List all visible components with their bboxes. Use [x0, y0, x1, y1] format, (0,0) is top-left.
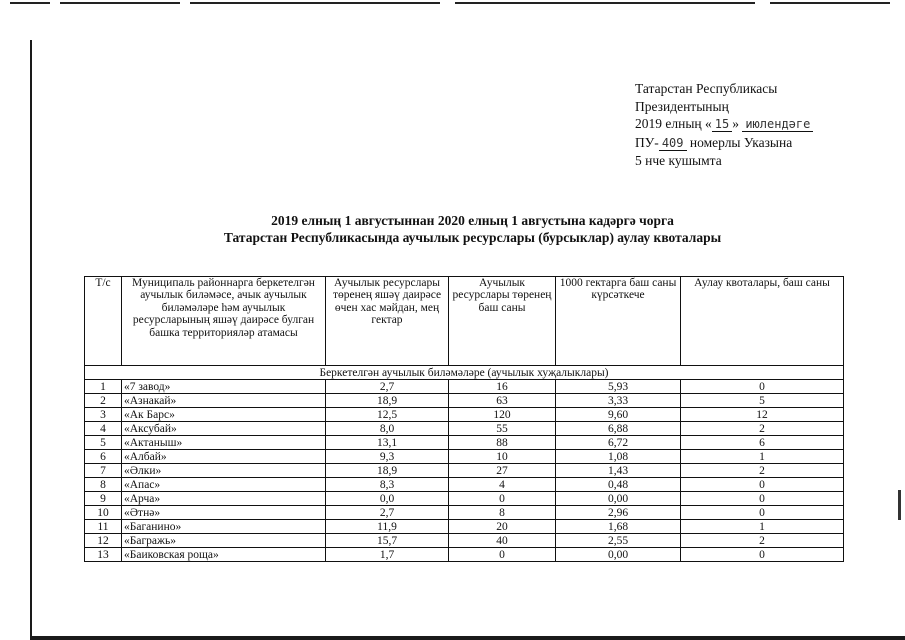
decree-prefix: ПУ-: [635, 134, 659, 150]
cell-quota: 2: [681, 534, 844, 548]
cell-density: 2,55: [556, 534, 681, 548]
cell-territory: «Әлки»: [122, 464, 326, 478]
table-row: [85, 464, 844, 478]
table-row: [85, 408, 844, 422]
cell-count: 20: [449, 520, 556, 534]
cell-territory: «Әтнә»: [122, 506, 326, 520]
annex-line-president: Президентының: [635, 98, 729, 114]
cell-density: 0,48: [556, 478, 681, 492]
decree-number: 409: [659, 136, 687, 151]
cell-area: 2,7: [326, 380, 449, 394]
header-count: Аучылык ресурслары төренең баш саны: [449, 277, 556, 366]
cell-index: 8: [85, 478, 122, 492]
cell-index: 11: [85, 520, 122, 534]
cell-area: 1,7: [326, 548, 449, 562]
cell-quota: 2: [681, 422, 844, 436]
table-row: [85, 478, 844, 492]
cell-count: 10: [449, 450, 556, 464]
cell-territory: «Актаныш»: [122, 436, 326, 450]
table-row: [85, 492, 844, 506]
cell-area: 15,7: [326, 534, 449, 548]
document-title: [0, 212, 905, 246]
quota-table: [84, 276, 844, 562]
section-label: Беркетелгән аучылык биләмәләре (аучылык хуҗалыклары): [85, 366, 844, 380]
cell-count: 0: [449, 548, 556, 562]
table-row: [85, 520, 844, 534]
annex-line-decree: [635, 134, 813, 153]
table-row: [85, 422, 844, 436]
cell-quota: 12: [681, 408, 844, 422]
header-index: Т/с: [85, 277, 122, 366]
cell-quota: 0: [681, 506, 844, 520]
cell-index: 12: [85, 534, 122, 548]
table-row: [85, 506, 844, 520]
cell-territory: «Баганино»: [122, 520, 326, 534]
scan-top-edge: [0, 0, 905, 5]
cell-territory: «Ак Барс»: [122, 408, 326, 422]
cell-area: 18,9: [326, 394, 449, 408]
scan-mark: [190, 2, 440, 4]
cell-area: 8,0: [326, 422, 449, 436]
header-density: 1000 гектарга баш саны күрсәткече: [556, 277, 681, 366]
cell-area: 12,5: [326, 408, 449, 422]
title-line-1: 2019 елның 1 августыннан 2020 елның 1 августына кадәргә чорга: [271, 213, 674, 228]
header-quota: Аулау квоталары, баш саны: [681, 277, 844, 366]
table-row: [85, 450, 844, 464]
annex-line-republic: Татарстан Республикасы: [635, 81, 778, 96]
cell-area: 18,9: [326, 464, 449, 478]
cell-territory: «Апас»: [122, 478, 326, 492]
cell-density: 6,72: [556, 436, 681, 450]
cell-count: 8: [449, 506, 556, 520]
cell-index: 7: [85, 464, 122, 478]
cell-area: 0,0: [326, 492, 449, 506]
cell-area: 9,3: [326, 450, 449, 464]
cell-quota: 1: [681, 520, 844, 534]
date-prefix: 2019 елның «: [635, 116, 712, 131]
scan-right-mark: [898, 490, 901, 520]
table-row: [85, 380, 844, 394]
cell-density: 2,96: [556, 506, 681, 520]
cell-density: 1,43: [556, 464, 681, 478]
cell-index: 3: [85, 408, 122, 422]
cell-density: 1,08: [556, 450, 681, 464]
table-header-row: [85, 277, 844, 366]
scan-mark: [10, 2, 50, 4]
cell-density: 0,00: [556, 492, 681, 506]
cell-count: 55: [449, 422, 556, 436]
scan-mark: [455, 2, 755, 4]
scan-mark: [770, 2, 890, 4]
section-row: [85, 366, 844, 380]
cell-index: 6: [85, 450, 122, 464]
cell-quota: 0: [681, 548, 844, 562]
cell-count: 63: [449, 394, 556, 408]
table-row: [85, 534, 844, 548]
cell-density: 1,68: [556, 520, 681, 534]
cell-density: 9,60: [556, 408, 681, 422]
cell-count: 27: [449, 464, 556, 478]
cell-count: 16: [449, 380, 556, 394]
cell-index: 9: [85, 492, 122, 506]
table-row: [85, 548, 844, 562]
cell-density: 6,88: [556, 422, 681, 436]
cell-density: 0,00: [556, 548, 681, 562]
cell-count: 120: [449, 408, 556, 422]
cell-density: 3,33: [556, 394, 681, 408]
cell-index: 1: [85, 380, 122, 394]
header-territory: Муниципаль районнарга беркетелгән аучылык биләмәсе, ачык аучылык биләмәләре һәм аучылык ресурсларының яшәү даирәсе булган башка территорияләр атамасы: [122, 277, 326, 366]
cell-density: 5,93: [556, 380, 681, 394]
cell-count: 0: [449, 492, 556, 506]
cell-quota: 5: [681, 394, 844, 408]
cell-territory: «Албай»: [122, 450, 326, 464]
annex-line-date: [635, 115, 813, 134]
cell-index: 13: [85, 548, 122, 562]
scan-bottom-edge: [30, 636, 905, 640]
cell-area: 13,1: [326, 436, 449, 450]
cell-index: 4: [85, 422, 122, 436]
table-body: [85, 380, 844, 562]
scan-left-edge: [30, 40, 32, 640]
table-row: [85, 394, 844, 408]
cell-territory: «Аксубай»: [122, 422, 326, 436]
date-close: »: [732, 116, 739, 131]
date-day: 15: [712, 117, 732, 132]
cell-count: 4: [449, 478, 556, 492]
cell-area: 11,9: [326, 520, 449, 534]
cell-index: 10: [85, 506, 122, 520]
cell-territory: «Азнакай»: [122, 394, 326, 408]
cell-quota: 0: [681, 492, 844, 506]
date-month: июлендәге: [742, 117, 813, 132]
annex-header: [635, 80, 813, 170]
cell-quota: 2: [681, 464, 844, 478]
cell-index: 5: [85, 436, 122, 450]
cell-count: 88: [449, 436, 556, 450]
cell-quota: 1: [681, 450, 844, 464]
cell-index: 2: [85, 394, 122, 408]
table-row: [85, 436, 844, 450]
cell-territory: «Баиковская роща»: [122, 548, 326, 562]
scan-mark: [60, 2, 180, 4]
cell-count: 40: [449, 534, 556, 548]
annex-line-number: 5 нче кушымта: [635, 153, 722, 168]
cell-territory: «Арча»: [122, 492, 326, 506]
cell-area: 8,3: [326, 478, 449, 492]
cell-territory: «Багражь»: [122, 534, 326, 548]
cell-quota: 0: [681, 380, 844, 394]
cell-quota: 0: [681, 478, 844, 492]
header-area: Аучылык ресурслары төренең яшәү даирәсе өчен хас мәйдан, мең гектар: [326, 277, 449, 366]
cell-quota: 6: [681, 436, 844, 450]
decree-suffix: номерлы Указына: [686, 134, 793, 150]
title-line-2: Татарстан Республикасында аучылык ресурслары (бурсыклар) аулау квоталары: [223, 230, 722, 245]
cell-territory: «7 завод»: [122, 380, 326, 394]
cell-area: 2,7: [326, 506, 449, 520]
